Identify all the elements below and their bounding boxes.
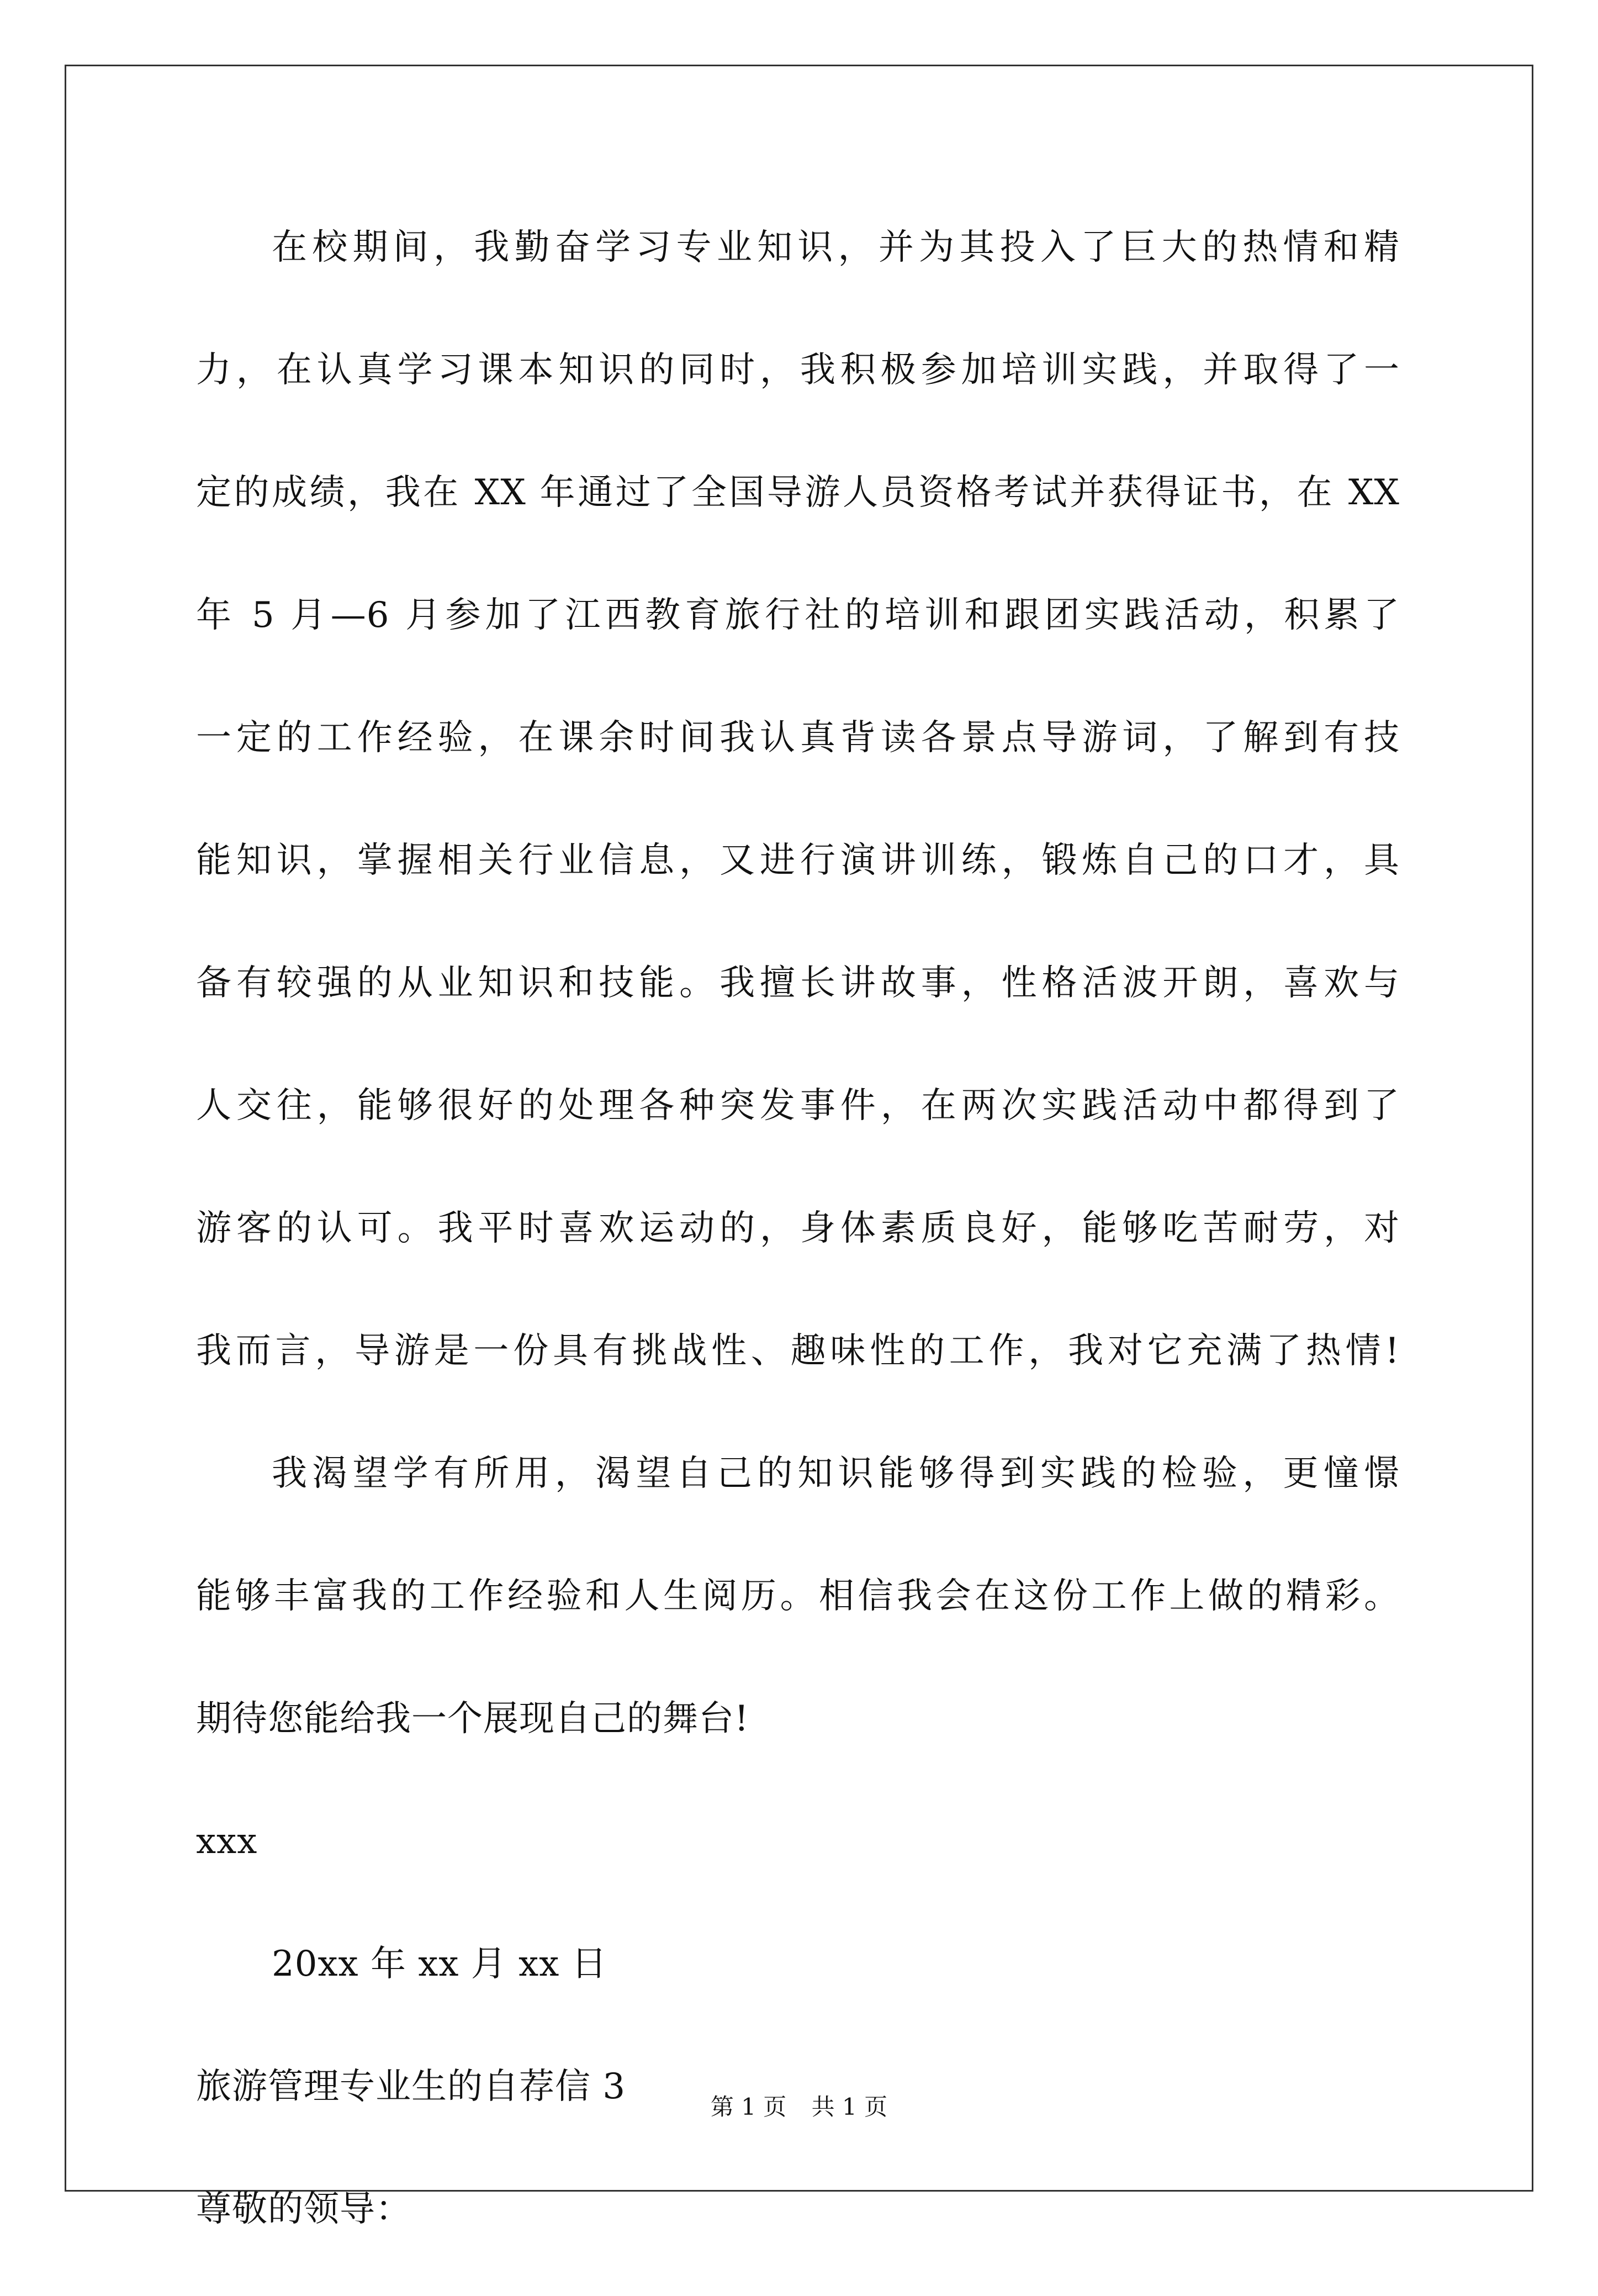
text-line: 一定的工作经验，在课余时间我认真背读各景点导游词，了解到有技 [196, 717, 1400, 758]
page-total: 共 1 页 [811, 2093, 888, 2120]
letter-date: 20xx 年 xx 月 xx 日 [272, 1944, 607, 1984]
text-line: 期待您能给我一个展现自己的舞台! [196, 1698, 749, 1739]
text-line: 我渴望学有所用，渴望自己的知识能够得到实践的检验，更憧憬 [272, 1453, 1400, 1494]
letter-title: 旅游管理专业生的自荐信 3 [196, 2066, 626, 2107]
text-line: 能知识，掌握相关行业信息，又进行演讲训练，锻炼自己的口才，具 [196, 840, 1400, 881]
text-line: 力，在认真学习课本知识的同时，我积极参加培训实践，并取得了一 [196, 350, 1400, 390]
text-line: 年 5 月—6 月参加了江西教育旅行社的培训和跟团实践活动，积累了 [196, 595, 1400, 636]
signature: xxx [196, 1821, 258, 1862]
text-line: 人交往，能够很好的处理各种突发事件，在两次实践活动中都得到了 [196, 1085, 1400, 1126]
page-number: 第 1 页 [710, 2093, 787, 2120]
text-line: 能够丰富我的工作经验和人生阅历。相信我会在这份工作上做的精彩。 [196, 1576, 1400, 1617]
text-line: 备有较强的从业知识和技能。我擅长讲故事，性格活波开朗，喜欢与 [196, 963, 1400, 1004]
text-line: 我而言，导游是一份具有挑战性、趣味性的工作，我对它充满了热情! [196, 1331, 1400, 1371]
salutation: 尊敬的领导： [196, 2189, 411, 2230]
text-line: 定的成绩，我在 XX 年通过了全国导游人员资格考试并获得证书，在 XX [196, 472, 1400, 513]
text-line: 在校期间，我勤奋学习专业知识，并为其投入了巨大的热情和精 [272, 227, 1400, 268]
document-body [196, 212, 1400, 2296]
page-footer [0, 2091, 1598, 2124]
text-line: 游客的认可。我平时喜欢运动的，身体素质良好，能够吃苦耐劳，对 [196, 1208, 1400, 1249]
paragraph-aspiration [196, 1438, 1400, 1806]
paragraph-self-introduction [196, 212, 1400, 1438]
